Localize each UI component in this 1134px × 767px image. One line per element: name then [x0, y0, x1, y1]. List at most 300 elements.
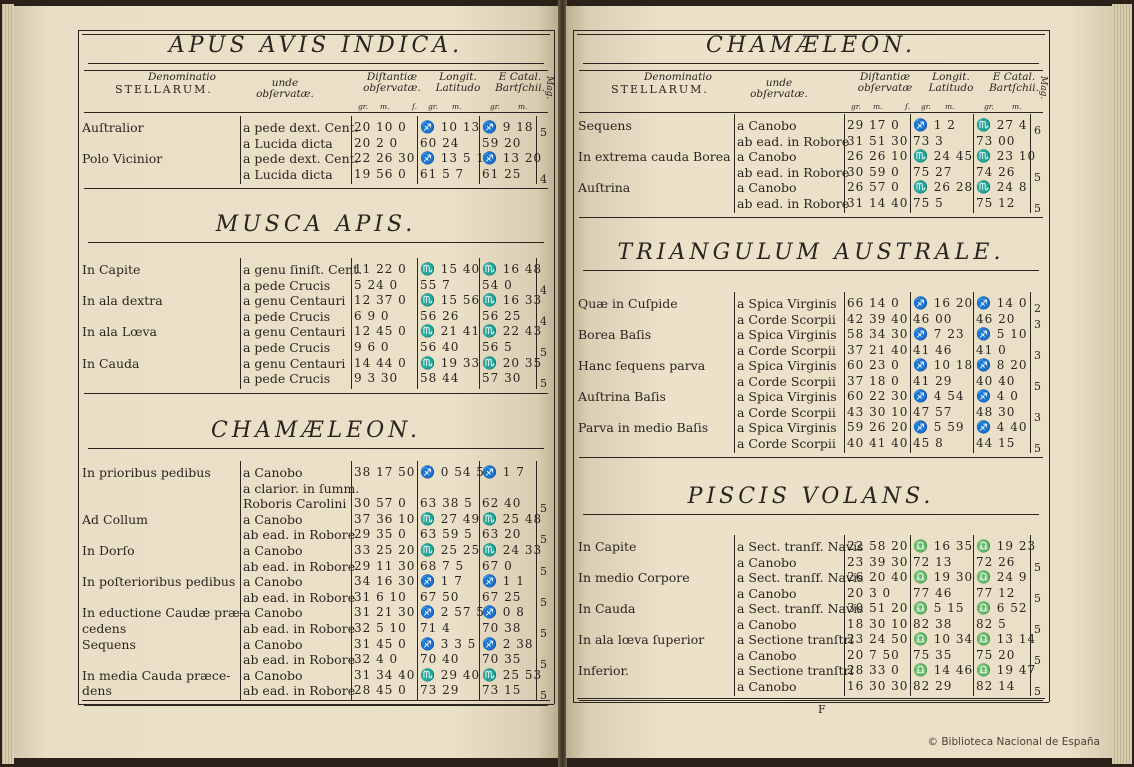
- column-divider: [910, 114, 911, 213]
- observed-distance: 19 56 0: [354, 166, 407, 181]
- observed-distance: 30 59 0: [847, 164, 900, 179]
- observed-distance: 31 45 0: [354, 636, 407, 651]
- star-name: Parva in medio Baſis: [578, 420, 709, 435]
- catalogue-value: 59 20: [482, 135, 522, 150]
- catalogue-value: ♏ 24 8: [976, 180, 1028, 194]
- observed-distance: 18 30 10: [847, 616, 909, 631]
- header-unit: ſ.: [905, 102, 911, 111]
- catalogue-value: ♏ 25 53: [482, 667, 543, 682]
- longitude-latitude: ♐ 13 5 15: [420, 151, 494, 166]
- observed-distance: 23 24 50: [847, 632, 909, 646]
- observed-distance: 31 34 40: [354, 667, 416, 682]
- longitude-latitude: ♏ 15 40 5: [420, 262, 494, 276]
- magnitude: 5: [540, 564, 547, 578]
- catalogue-value: ♏ 27 4: [976, 118, 1028, 132]
- column-divider: [536, 461, 537, 701]
- observed-distance: 26 57 0: [847, 180, 900, 194]
- section-title: MUSCA APIS.: [215, 212, 417, 237]
- reference-star: a Canobo: [737, 616, 797, 632]
- header-mag: Mag.: [544, 76, 554, 100]
- catalogue-value: ♏ 20 35: [482, 355, 543, 370]
- section-bottom: [579, 700, 1043, 701]
- longitude-latitude: 67 50: [420, 589, 460, 604]
- reference-star: ab ead. in Robore: [243, 683, 356, 699]
- longitude-latitude: ♏ 27 49: [420, 511, 481, 526]
- observed-distance: 31 21 30: [354, 605, 416, 620]
- catalogue-value: ♐ 13 20: [482, 151, 543, 166]
- observed-distance: 31 14 40: [847, 195, 909, 210]
- column-divider: [910, 292, 911, 453]
- header-unit: gr.: [358, 102, 368, 111]
- observed-distance: 42 39 40: [847, 311, 909, 326]
- header-bottom: [84, 112, 548, 113]
- column-divider: [240, 461, 241, 701]
- column-divider: [536, 116, 537, 184]
- header-bottom: [579, 112, 1043, 113]
- catalogue-value: 67 0: [482, 558, 513, 573]
- observed-distance: 12 37 0: [354, 293, 407, 308]
- longitude-latitude: ♐ 3 3 5: [420, 636, 477, 651]
- observed-distance: 29 35 0: [354, 527, 407, 542]
- observed-distance: 9 3 30: [354, 371, 399, 386]
- reference-star: ab ead. in Robore: [243, 652, 356, 668]
- longitude-latitude: ♎ 10 34: [913, 632, 974, 646]
- longitude-latitude: 46 00: [913, 311, 953, 326]
- observed-distance: 29 11 30: [354, 558, 416, 573]
- magnitude: 5: [1034, 622, 1041, 636]
- reference-star: a Corde Scorpii: [737, 373, 836, 389]
- observed-distance: 16 30 30: [847, 678, 909, 693]
- star-name: In ala dextra: [82, 293, 163, 309]
- observed-distance: 20 3 0: [847, 585, 892, 600]
- signature-mark: F: [818, 703, 826, 716]
- star-name: Auſtralior: [82, 120, 144, 135]
- observed-distance: 66 14 0: [847, 296, 900, 310]
- magnitude: 5: [1034, 560, 1041, 574]
- longitude-latitude: 58 44: [420, 371, 460, 386]
- magnitude: 5: [1034, 684, 1041, 698]
- catalogue-value: 82 5: [976, 616, 1007, 631]
- reference-star: a Canobo: [737, 554, 797, 570]
- observed-distance: 59 26 20: [847, 420, 909, 434]
- reference-star: a pede Crucis: [243, 308, 331, 324]
- magnitude: 5: [540, 658, 547, 672]
- section-title: TRIANGULUM AUSTRALE.: [617, 240, 1005, 265]
- title-underline: [583, 63, 1039, 64]
- longitude-latitude: ♐ 0 54 5: [420, 465, 485, 479]
- observed-distance: 60 22 30: [847, 389, 909, 403]
- observed-distance: 32 4 0: [354, 652, 399, 667]
- header-unde: unde obſervatæ.: [750, 77, 808, 100]
- reference-star: a Canobo: [737, 678, 797, 694]
- reference-star: ab ead. in Robore: [737, 195, 850, 211]
- longitude-latitude: ♎ 14 46: [913, 663, 974, 677]
- magnitude: 5: [540, 595, 547, 609]
- magnitude: 5: [1034, 201, 1041, 215]
- longitude-latitude: ♏ 29 40: [420, 667, 481, 682]
- column-divider: [734, 292, 735, 453]
- header-longit: Longit. Latitudo: [928, 71, 974, 94]
- reference-star: a Canobo: [243, 605, 303, 621]
- column-divider: [1030, 292, 1031, 453]
- observed-distance: 31 51 30: [847, 133, 909, 148]
- header-unit: m.: [452, 102, 462, 111]
- star-name: In ala lœva ſuperior: [578, 632, 705, 647]
- reference-star: a Spica Virginis: [737, 296, 837, 311]
- observed-distance: 28 45 0: [354, 683, 407, 698]
- catalogue-value: 57 30: [482, 371, 522, 386]
- longitude-latitude: ♐ 7 23: [913, 327, 965, 341]
- observed-distance: 37 21 40: [847, 342, 909, 357]
- catalogue-value: ♐ 1 1: [482, 574, 525, 589]
- star-name: dens: [82, 683, 112, 699]
- section-bottom: [84, 188, 548, 189]
- observed-distance: 20 10 0: [354, 120, 407, 134]
- star-name: Auſtrina: [578, 180, 631, 195]
- star-name: Polo Vicinior: [82, 151, 163, 167]
- magnitude: 5: [540, 346, 547, 359]
- longitude-latitude: ♏ 26 28: [913, 180, 974, 194]
- reference-star: a Spica Virginis: [737, 420, 837, 435]
- section-bottom: [579, 217, 1043, 218]
- longitude-latitude: 75 35: [913, 647, 953, 662]
- catalogue-value: 54 0: [482, 277, 513, 292]
- frame-top: [573, 30, 1049, 31]
- observed-distance: 6 9 0: [354, 308, 390, 323]
- reference-star: a Canobo: [737, 180, 797, 195]
- catalogue-value: 73 00: [976, 133, 1016, 148]
- section-title: APUS AVIS INDICA.: [168, 33, 464, 58]
- star-name: In prioribus pedibus: [82, 465, 211, 480]
- reference-star: a pede Crucis: [243, 277, 331, 293]
- catalogue-value: 61 25: [482, 166, 522, 181]
- longitude-latitude: 45 8: [913, 435, 944, 450]
- reference-star: a Corde Scorpii: [737, 342, 836, 358]
- column-divider: [844, 292, 845, 453]
- reference-star: ab ead. in Robore: [243, 589, 356, 605]
- longitude-latitude: 72 13: [913, 554, 953, 569]
- column-divider: [351, 258, 352, 389]
- catalogue-value: 62 40: [482, 496, 522, 511]
- reference-star: a Canobo: [737, 149, 797, 164]
- header-stellarum: STELLARUM.: [115, 83, 213, 96]
- longitude-latitude: 73 3: [913, 133, 944, 148]
- catalogue-value: ♏ 25 48: [482, 511, 543, 526]
- observed-distance: 12 45 0: [354, 324, 407, 339]
- title-underline: [88, 63, 544, 64]
- catalogue-value: 77 12: [976, 585, 1016, 600]
- reference-star: a Canobo: [737, 585, 797, 601]
- reference-star: a Sect. tranſf. Navis: [737, 539, 864, 554]
- observed-distance: 31 6 10: [354, 589, 407, 604]
- header-denominatio: Denominatio: [148, 71, 216, 83]
- longitude-latitude: ♎ 5 15: [913, 601, 965, 615]
- observed-distance: 30 57 0: [354, 496, 407, 511]
- longitude-latitude: ♐ 5 59: [913, 420, 965, 434]
- magnitude: 6: [1034, 124, 1041, 137]
- catalogue-value: 70 38: [482, 621, 522, 635]
- longitude-latitude: ♏ 15 56: [420, 293, 481, 308]
- reference-star: a Lucida dicta: [243, 166, 333, 182]
- longitude-latitude: 41 29: [913, 373, 953, 388]
- star-name: In Dorſo: [82, 543, 135, 558]
- observed-distance: 11 22 0: [354, 262, 407, 276]
- catalogue-value: ♏ 23 10: [976, 149, 1037, 163]
- longitude-latitude: ♐ 1 7: [420, 574, 463, 589]
- observed-distance: 23 39 30: [847, 554, 909, 569]
- reference-star: a Spica Virginis: [737, 358, 837, 373]
- star-name: cedens: [82, 621, 127, 636]
- observed-distance: 28 33 0: [847, 663, 900, 677]
- catalogue-value: ♏ 24 33: [482, 543, 543, 557]
- magnitude: 3: [1034, 410, 1041, 424]
- longitude-latitude: 63 59 5: [420, 527, 473, 542]
- title-underline: [583, 270, 1039, 271]
- frame-left: [78, 30, 79, 704]
- section-title: CHAMÆLEON.: [706, 33, 916, 58]
- reference-star: a pede Crucis: [243, 340, 331, 355]
- reference-star: a Sectione tranſtri: [737, 663, 854, 678]
- section-title: CHAMÆLEON.: [211, 418, 421, 443]
- header-longit: Longit. Latitudo: [435, 71, 481, 94]
- title-underline: [88, 242, 544, 243]
- section-bottom: [84, 393, 548, 394]
- header-denominatio: Denominatio: [644, 71, 712, 83]
- frame-right: [1049, 30, 1050, 702]
- catalogue-value: 72 26: [976, 554, 1016, 569]
- observed-distance: 38 17 50: [354, 465, 416, 479]
- observed-distance: 14 44 0: [354, 355, 407, 370]
- observed-distance: 37 18 0: [847, 373, 900, 388]
- column-divider: [417, 116, 418, 184]
- star-name: In poſterioribus pedibus: [82, 574, 236, 590]
- observed-distance: 22 58 20: [847, 539, 909, 553]
- reference-star: a Corde Scorpii: [737, 435, 836, 451]
- longitude-latitude: 73 29: [420, 683, 460, 698]
- star-name: Inferior.: [578, 663, 630, 678]
- magnitude: 3: [1034, 348, 1041, 362]
- frame-left: [573, 30, 574, 702]
- reference-star: a Corde Scorpii: [737, 404, 836, 420]
- magnitude: 2: [1034, 302, 1041, 315]
- star-name: In Capite: [82, 262, 141, 277]
- reference-star: a Canobo: [243, 574, 303, 590]
- column-divider: [973, 535, 974, 696]
- reference-star: a Sect. tranſf. Navis: [737, 601, 864, 616]
- catalogue-value: ♐ 2 38: [482, 636, 534, 651]
- catalogue-value: ♎ 19 23: [976, 539, 1037, 553]
- catalogue-value: ♐ 14 0: [976, 296, 1028, 310]
- observed-distance: 43 30 10: [847, 404, 909, 419]
- star-name: In ala Lœva: [82, 324, 158, 340]
- header-catal: E Catal. Bartſchii.: [989, 71, 1039, 94]
- catalogue-value: ♐ 9 18: [482, 120, 534, 134]
- star-name: In extrema cauda Borea: [578, 149, 731, 164]
- section-bottom: [579, 457, 1043, 458]
- page-edges-right: [1112, 4, 1132, 764]
- column-divider: [240, 116, 241, 184]
- reference-star: a pede Crucis: [243, 371, 331, 387]
- magnitude: 3: [1034, 317, 1041, 331]
- magnitude: 5: [1034, 653, 1041, 667]
- reference-star: a pede dext. Cent.: [243, 151, 359, 167]
- longitude-latitude: ♎ 19 30: [913, 570, 974, 584]
- reference-star: a genu Centauri: [243, 324, 346, 340]
- observed-distance: 30 51 20: [847, 601, 909, 615]
- longitude-latitude: ♏ 24 45: [913, 149, 974, 163]
- catalogue-value: 73 15: [482, 683, 522, 698]
- title-underline: [88, 448, 544, 449]
- observed-distance: 22 26 30: [354, 151, 416, 166]
- catalogue-value: ♐ 5 10: [976, 327, 1028, 341]
- longitude-latitude: 68 7 5: [420, 558, 465, 573]
- catalogue-value: 48 30: [976, 404, 1016, 419]
- magnitude: 5: [540, 126, 547, 139]
- star-name: In Capite: [578, 539, 637, 554]
- longitude-latitude: ♐ 4 54: [913, 389, 965, 403]
- header-unit: m.: [380, 102, 390, 111]
- catalogue-value: 40 40: [976, 373, 1016, 388]
- reference-star: a Canobo: [737, 647, 797, 663]
- magnitude: 5: [1034, 441, 1041, 455]
- header-unit: m.: [873, 102, 883, 111]
- observed-distance: 26 26 10: [847, 149, 909, 163]
- reference-star: a genu ſiniſt. Cent.: [243, 262, 363, 277]
- header-unit: m.: [518, 102, 528, 111]
- header-unit: ſ.: [412, 102, 418, 111]
- reference-star: a Spica Virginis: [737, 327, 837, 342]
- copyright-credit: © Biblioteca Nacional de España: [927, 736, 1100, 748]
- longitude-latitude: 70 40: [420, 652, 460, 667]
- catalogue-value: ♐ 1 7: [482, 465, 525, 479]
- catalogue-value: ♏ 16 33: [482, 293, 543, 308]
- reference-star: a Canobo: [243, 465, 303, 480]
- catalogue-value: 56 25: [482, 308, 522, 323]
- catalogue-value: 74 26: [976, 164, 1016, 179]
- magnitude: 5: [1034, 170, 1041, 184]
- header-unit: m.: [1012, 102, 1022, 111]
- column-divider: [417, 258, 418, 389]
- star-name: Hanc ſequens parva: [578, 358, 706, 373]
- reference-star: ab ead. in Robore: [243, 621, 356, 636]
- magnitude: 5: [540, 533, 547, 547]
- reference-star: a genu Centauri: [243, 293, 346, 309]
- longitude-latitude: ♎ 16 35: [913, 539, 974, 553]
- header-distantiae: Diſtantiæ obſervatæ.: [363, 71, 421, 94]
- longitude-latitude: ♐ 1 2: [913, 118, 956, 132]
- catalogue-value: ♐ 4 0: [976, 389, 1019, 403]
- longitude-latitude: 47 57: [913, 404, 953, 419]
- longitude-latitude: 56 26: [420, 308, 460, 323]
- reference-star: a clarior. in ſumm.: [243, 480, 360, 496]
- longitude-latitude: 60 24: [420, 135, 460, 150]
- longitude-latitude: 63 38 5: [420, 496, 473, 511]
- reference-star: a Sectione tranſtri: [737, 632, 854, 647]
- header-unit: gr.: [984, 102, 994, 111]
- longitude-latitude: 75 27: [913, 164, 953, 179]
- header-stellarum: STELLARUM.: [611, 83, 709, 96]
- reference-star: ab ead. in Robore: [737, 133, 850, 149]
- column-divider: [973, 114, 974, 213]
- observed-distance: 34 16 30: [354, 574, 416, 589]
- header-distantiae: Diſtantiæ obſervatæ: [857, 71, 913, 94]
- header-unde: unde obſervatæ.: [256, 77, 314, 100]
- column-divider: [973, 292, 974, 453]
- observed-distance: 32 5 10: [354, 621, 407, 635]
- observed-distance: 20 7 50: [847, 647, 900, 662]
- observed-distance: 29 17 0: [847, 118, 900, 132]
- catalogue-value: 75 20: [976, 647, 1016, 662]
- reference-star: a Sect. tranſf. Navis: [737, 570, 864, 585]
- magnitude: 5: [540, 627, 547, 640]
- magnitude: 5: [1034, 379, 1041, 393]
- column-divider: [240, 258, 241, 389]
- magnitude: 5: [540, 377, 547, 391]
- catalogue-value: ♎ 24 9: [976, 570, 1028, 584]
- column-divider: [910, 535, 911, 696]
- star-name: In medio Corpore: [578, 570, 690, 585]
- column-divider: [734, 535, 735, 696]
- star-name: In Cauda: [578, 601, 636, 616]
- longitude-latitude: ♐ 16 20: [913, 296, 974, 310]
- observed-distance: 26 20 40: [847, 570, 909, 584]
- reference-star: a Canobo: [737, 118, 797, 133]
- frame-top: [78, 30, 554, 31]
- magnitude: 4: [540, 172, 547, 186]
- longitude-latitude: ♏ 19 33: [420, 355, 481, 370]
- longitude-latitude: 82 29: [913, 678, 953, 693]
- star-name: Sequens: [82, 636, 136, 652]
- reference-star: a Spica Virginis: [737, 389, 837, 404]
- catalogue-value: ♐ 0 8: [482, 605, 525, 620]
- longitude-latitude: 55 7: [420, 277, 451, 292]
- catalogue-value: 82 14: [976, 678, 1016, 693]
- observed-distance: 40 41 40: [847, 435, 909, 450]
- catalogue-value: 56 5: [482, 340, 513, 354]
- catalogue-value: ♎ 13 14: [976, 632, 1037, 646]
- header-unit: gr.: [490, 102, 500, 111]
- longitude-latitude: 71 4: [420, 621, 451, 635]
- reference-star: a Corde Scorpii: [737, 311, 836, 327]
- observed-distance: 37 36 10: [354, 511, 416, 526]
- longitude-latitude: 82 38: [913, 616, 953, 631]
- magnitude: 4: [540, 283, 547, 297]
- reference-star: a Canobo: [243, 511, 303, 527]
- longitude-latitude: ♐ 2 57 5: [420, 605, 485, 620]
- section-title: PISCIS VOLANS.: [687, 484, 935, 509]
- observed-distance: 60 23 0: [847, 358, 900, 372]
- longitude-latitude: 77 46: [913, 585, 953, 600]
- section-bottom: [84, 705, 548, 706]
- catalogue-value: 44 15: [976, 435, 1016, 450]
- catalogue-value: 63 20: [482, 527, 522, 542]
- catalogue-value: 67 25: [482, 589, 522, 604]
- star-name: In Cauda: [82, 355, 140, 371]
- frame-bottom-inner: [577, 698, 1045, 699]
- title-underline: [583, 514, 1039, 515]
- star-name: In eductione Caudæ præ-: [82, 605, 245, 621]
- longitude-latitude: 75 5: [913, 195, 944, 210]
- longitude-latitude: 61 5 7: [420, 166, 465, 181]
- longitude-latitude: ♏ 21 41: [420, 324, 481, 339]
- catalogue-value: 75 12: [976, 195, 1016, 210]
- observed-distance: 58 34 30: [847, 327, 909, 341]
- header-unit: gr.: [921, 102, 931, 111]
- star-name: In media Cauda præce-: [82, 667, 231, 683]
- magnitude: 5: [540, 502, 547, 516]
- star-name: Quæ in Cuſpide: [578, 296, 678, 311]
- star-name: Sequens: [578, 118, 632, 133]
